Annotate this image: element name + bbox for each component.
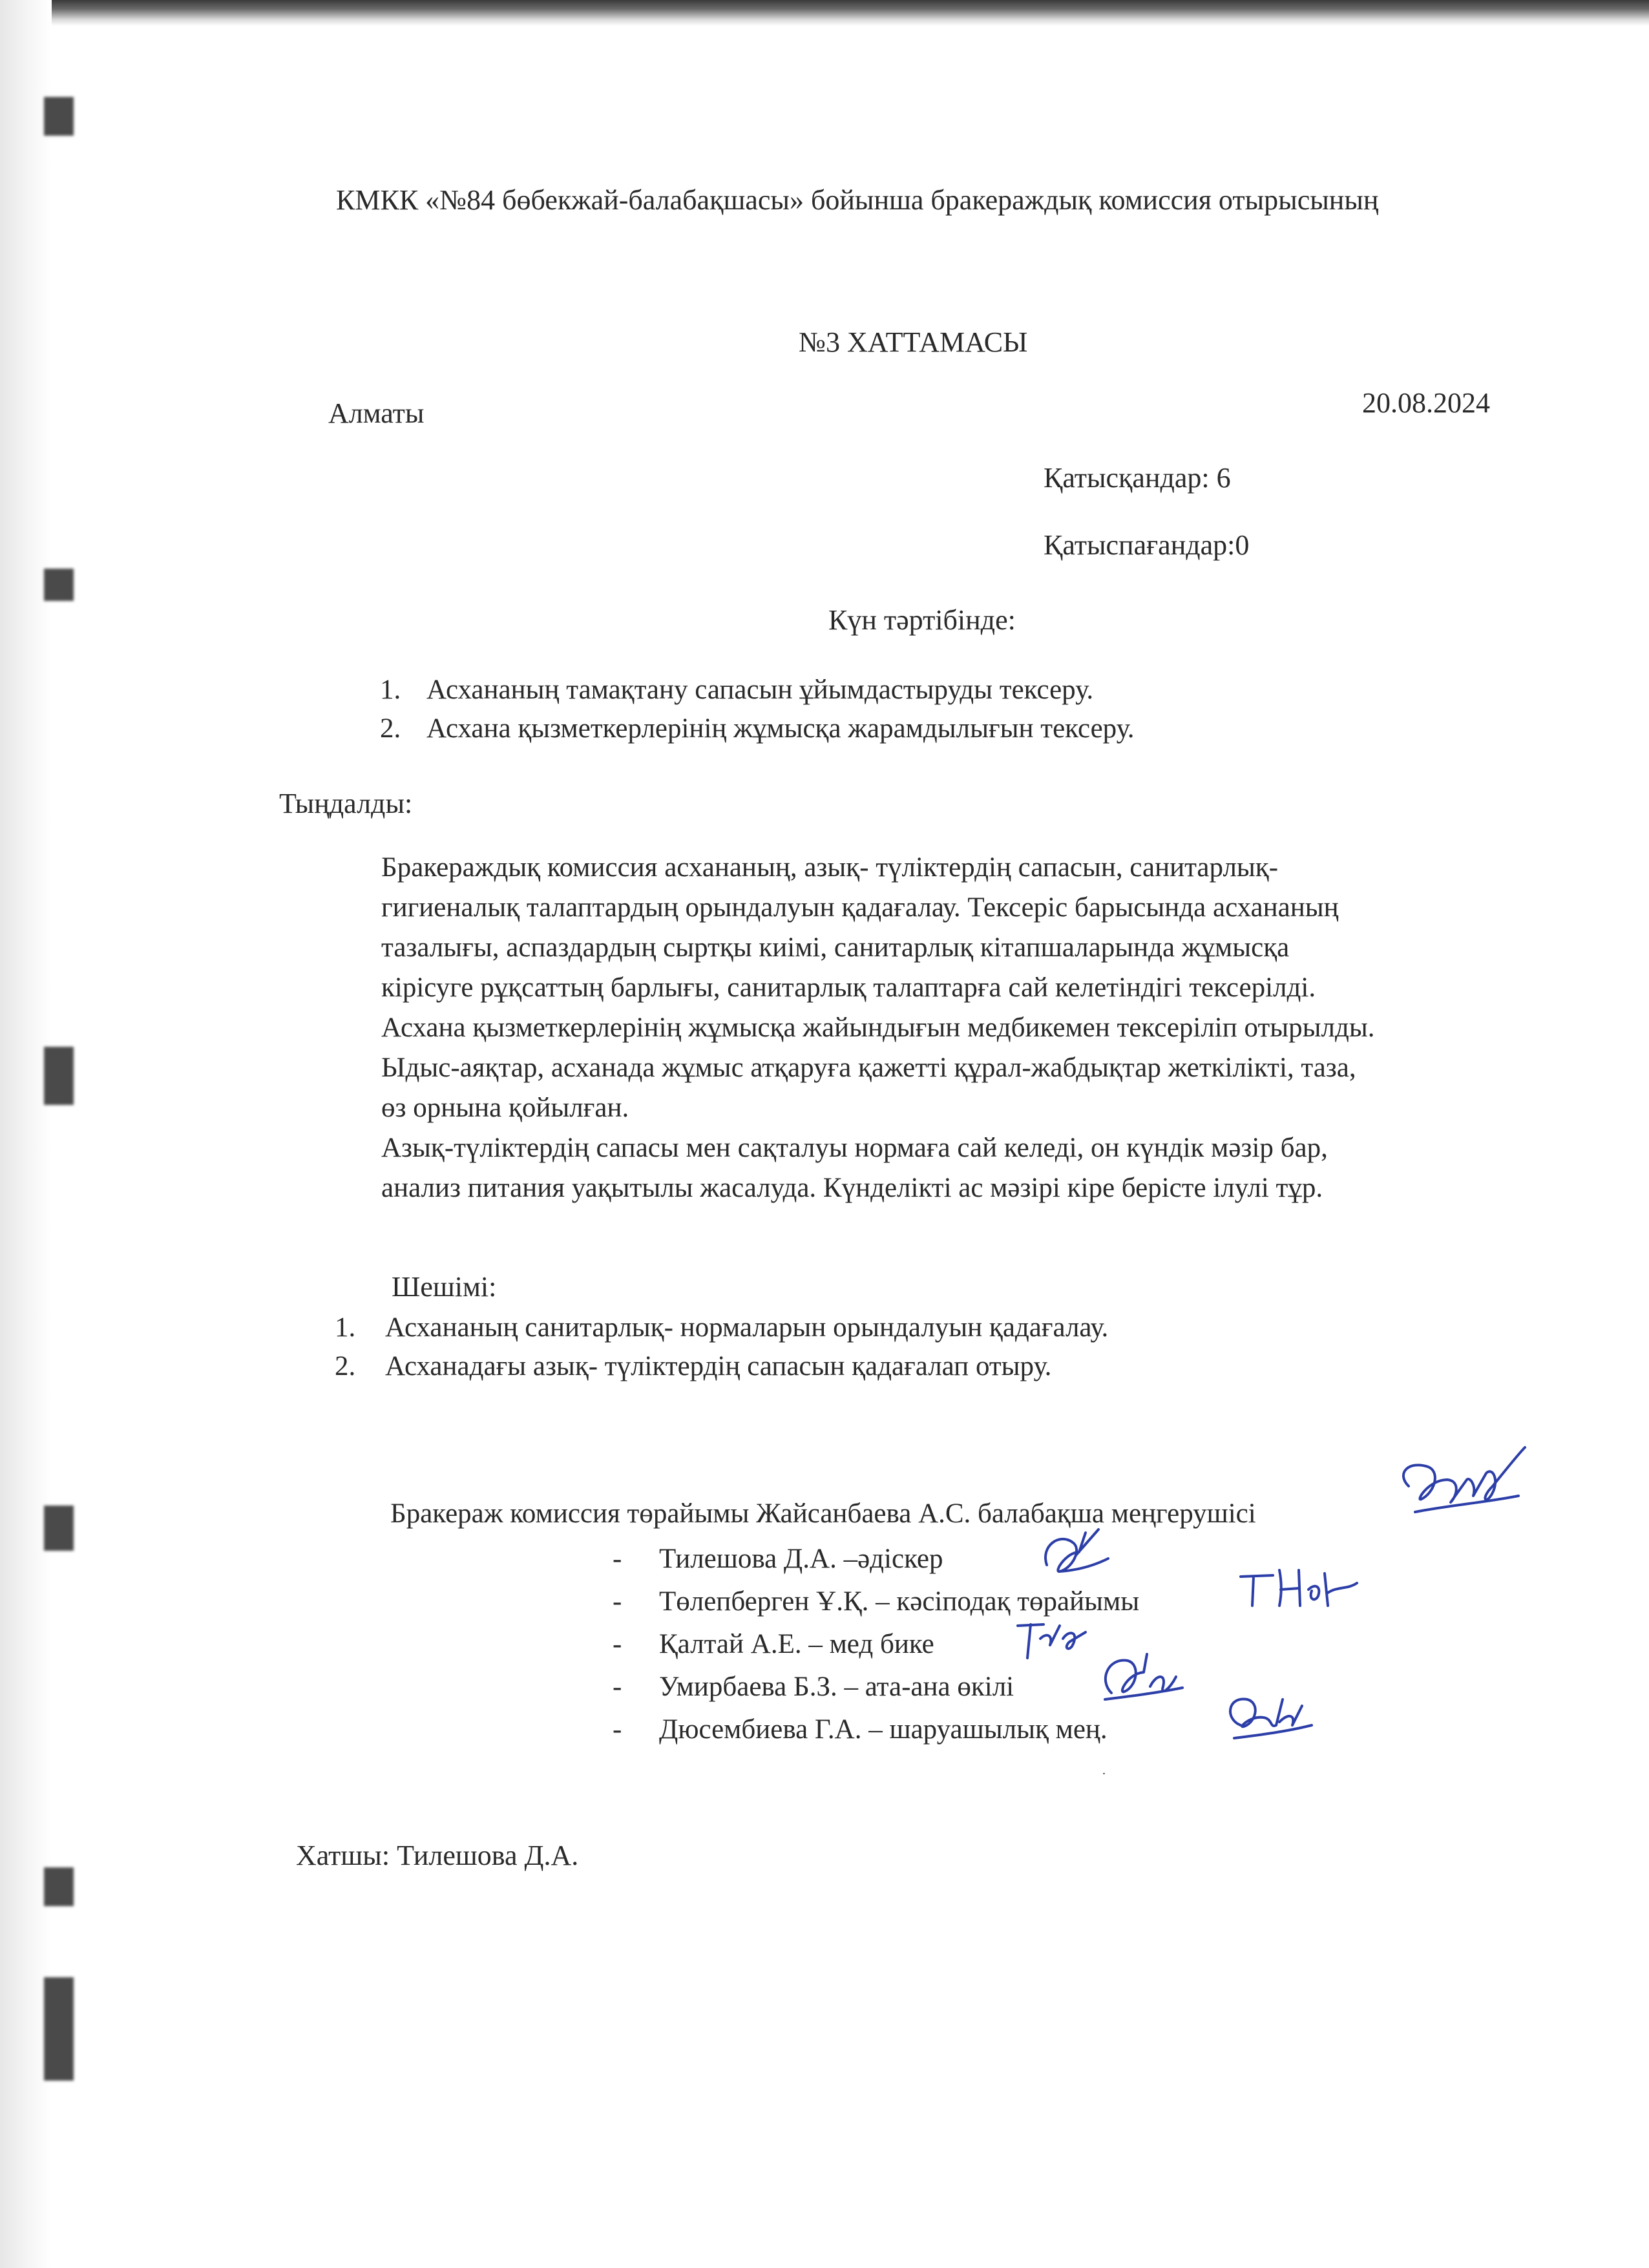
attendance-present: Қатысқандар: 6 [1044,462,1231,494]
member-dash: - [613,1586,622,1617]
heard-text-line: тазалығы, аспаздардың сыртқы киімі, санитарлық кітапшаларында жұмысқа [381,932,1290,963]
heard-text-line: анализ питания уақытылы жасалуда. Күнделікті ас мәзірі кіре берісте ілулі тұр. [381,1173,1323,1203]
heard-text-line: Асхана қызметкерлерінің жұмысқа жайындығын медбикемен тексеріліп отырылды. [381,1013,1375,1043]
decision-item: Асханадағы азық- түліктердің сапасын қадағалап отыру. [385,1351,1052,1381]
decision-item-number: 1. [335,1312,356,1343]
decision-heading: Шешімі: [392,1271,497,1303]
commission-chair: Бракераж комиссия төрайымы Жайсанбаева А.С. балабақша меңгерушісі [390,1498,1256,1529]
protocol-number: №3 ХАТТАМАСЫ [799,326,1028,358]
heard-heading: Тыңдалды: [279,788,413,819]
heard-text-line: өз орнына қойылған. [381,1093,629,1123]
member-signature [1034,1520,1118,1591]
member-dash: - [613,1544,622,1574]
commission-member: Қалтай А.Е. – мед бике [659,1629,934,1659]
agenda-item-number: 1. [380,675,401,705]
secretary: Хатшы: Тилешова Д.А. [296,1840,579,1871]
heard-text-line: Азық-түліктердің сапасы мен сақталуы нормаға сай келеді, он күндік мәзір бар, [381,1133,1328,1163]
heard-text-line: Ыдыс-аяқтар, асханада жұмыс атқаруға қажетті құрал-жабдықтар жеткілікті, таза, [381,1053,1356,1083]
agenda-heading: Күн тәртібінде: [828,604,1016,636]
member-signature [1234,1551,1363,1622]
commission-member: Дюсембиева Г.А. – шаруашылық мең. [659,1714,1108,1745]
attendance-absent: Қатыспағандар:0 [1044,529,1250,561]
member-signature [1008,1606,1092,1671]
agenda-item-number: 2. [380,713,401,744]
member-dash: - [613,1714,622,1745]
date: 20.08.2024 [1362,387,1490,419]
commission-member: Төлепберген Ұ.Қ. – кәсіподақ төрайымы [659,1586,1140,1617]
member-signature [1092,1641,1189,1712]
member-signature [1215,1680,1318,1751]
chair-signature [1389,1441,1538,1538]
commission-member: Умирбаева Б.З. – ата-ана өкілі [659,1672,1014,1702]
document-title: КМКК «№84 бөбекжай-балабақшасы» бойынша бракераждық комиссия отырысының [336,184,1379,216]
agenda-item: Асхананың тамақтану сапасын ұйымдастыруды тексеру. [426,675,1094,705]
member-dash: - [613,1629,622,1659]
heard-text-line: кірісуге рұқсаттың барлығы, санитарлық талаптарға сай келетіндігі тексерілді. [381,972,1316,1003]
member-dash: - [613,1672,622,1702]
decision-item-number: 2. [335,1351,356,1381]
heard-text-line: гигиеналық талаптардың орындалуын қадағалау. Тексеріс барысында асхананың [381,892,1339,923]
city: Алматы [328,397,425,429]
agenda-item: Асхана қызметкерлерінің жұмысқа жарамдылығын тексеру. [426,713,1135,744]
decision-item: Асхананың санитарлық- нормаларын орындалуын қадағалау. [385,1312,1109,1343]
heard-text-line: Бракераждық комиссия асхананың, азық- түліктердің сапасын, санитарлық- [381,852,1279,883]
ink-dot: . [1102,1763,1106,1778]
commission-member: Тилешова Д.А. –әдіскер [659,1544,943,1574]
